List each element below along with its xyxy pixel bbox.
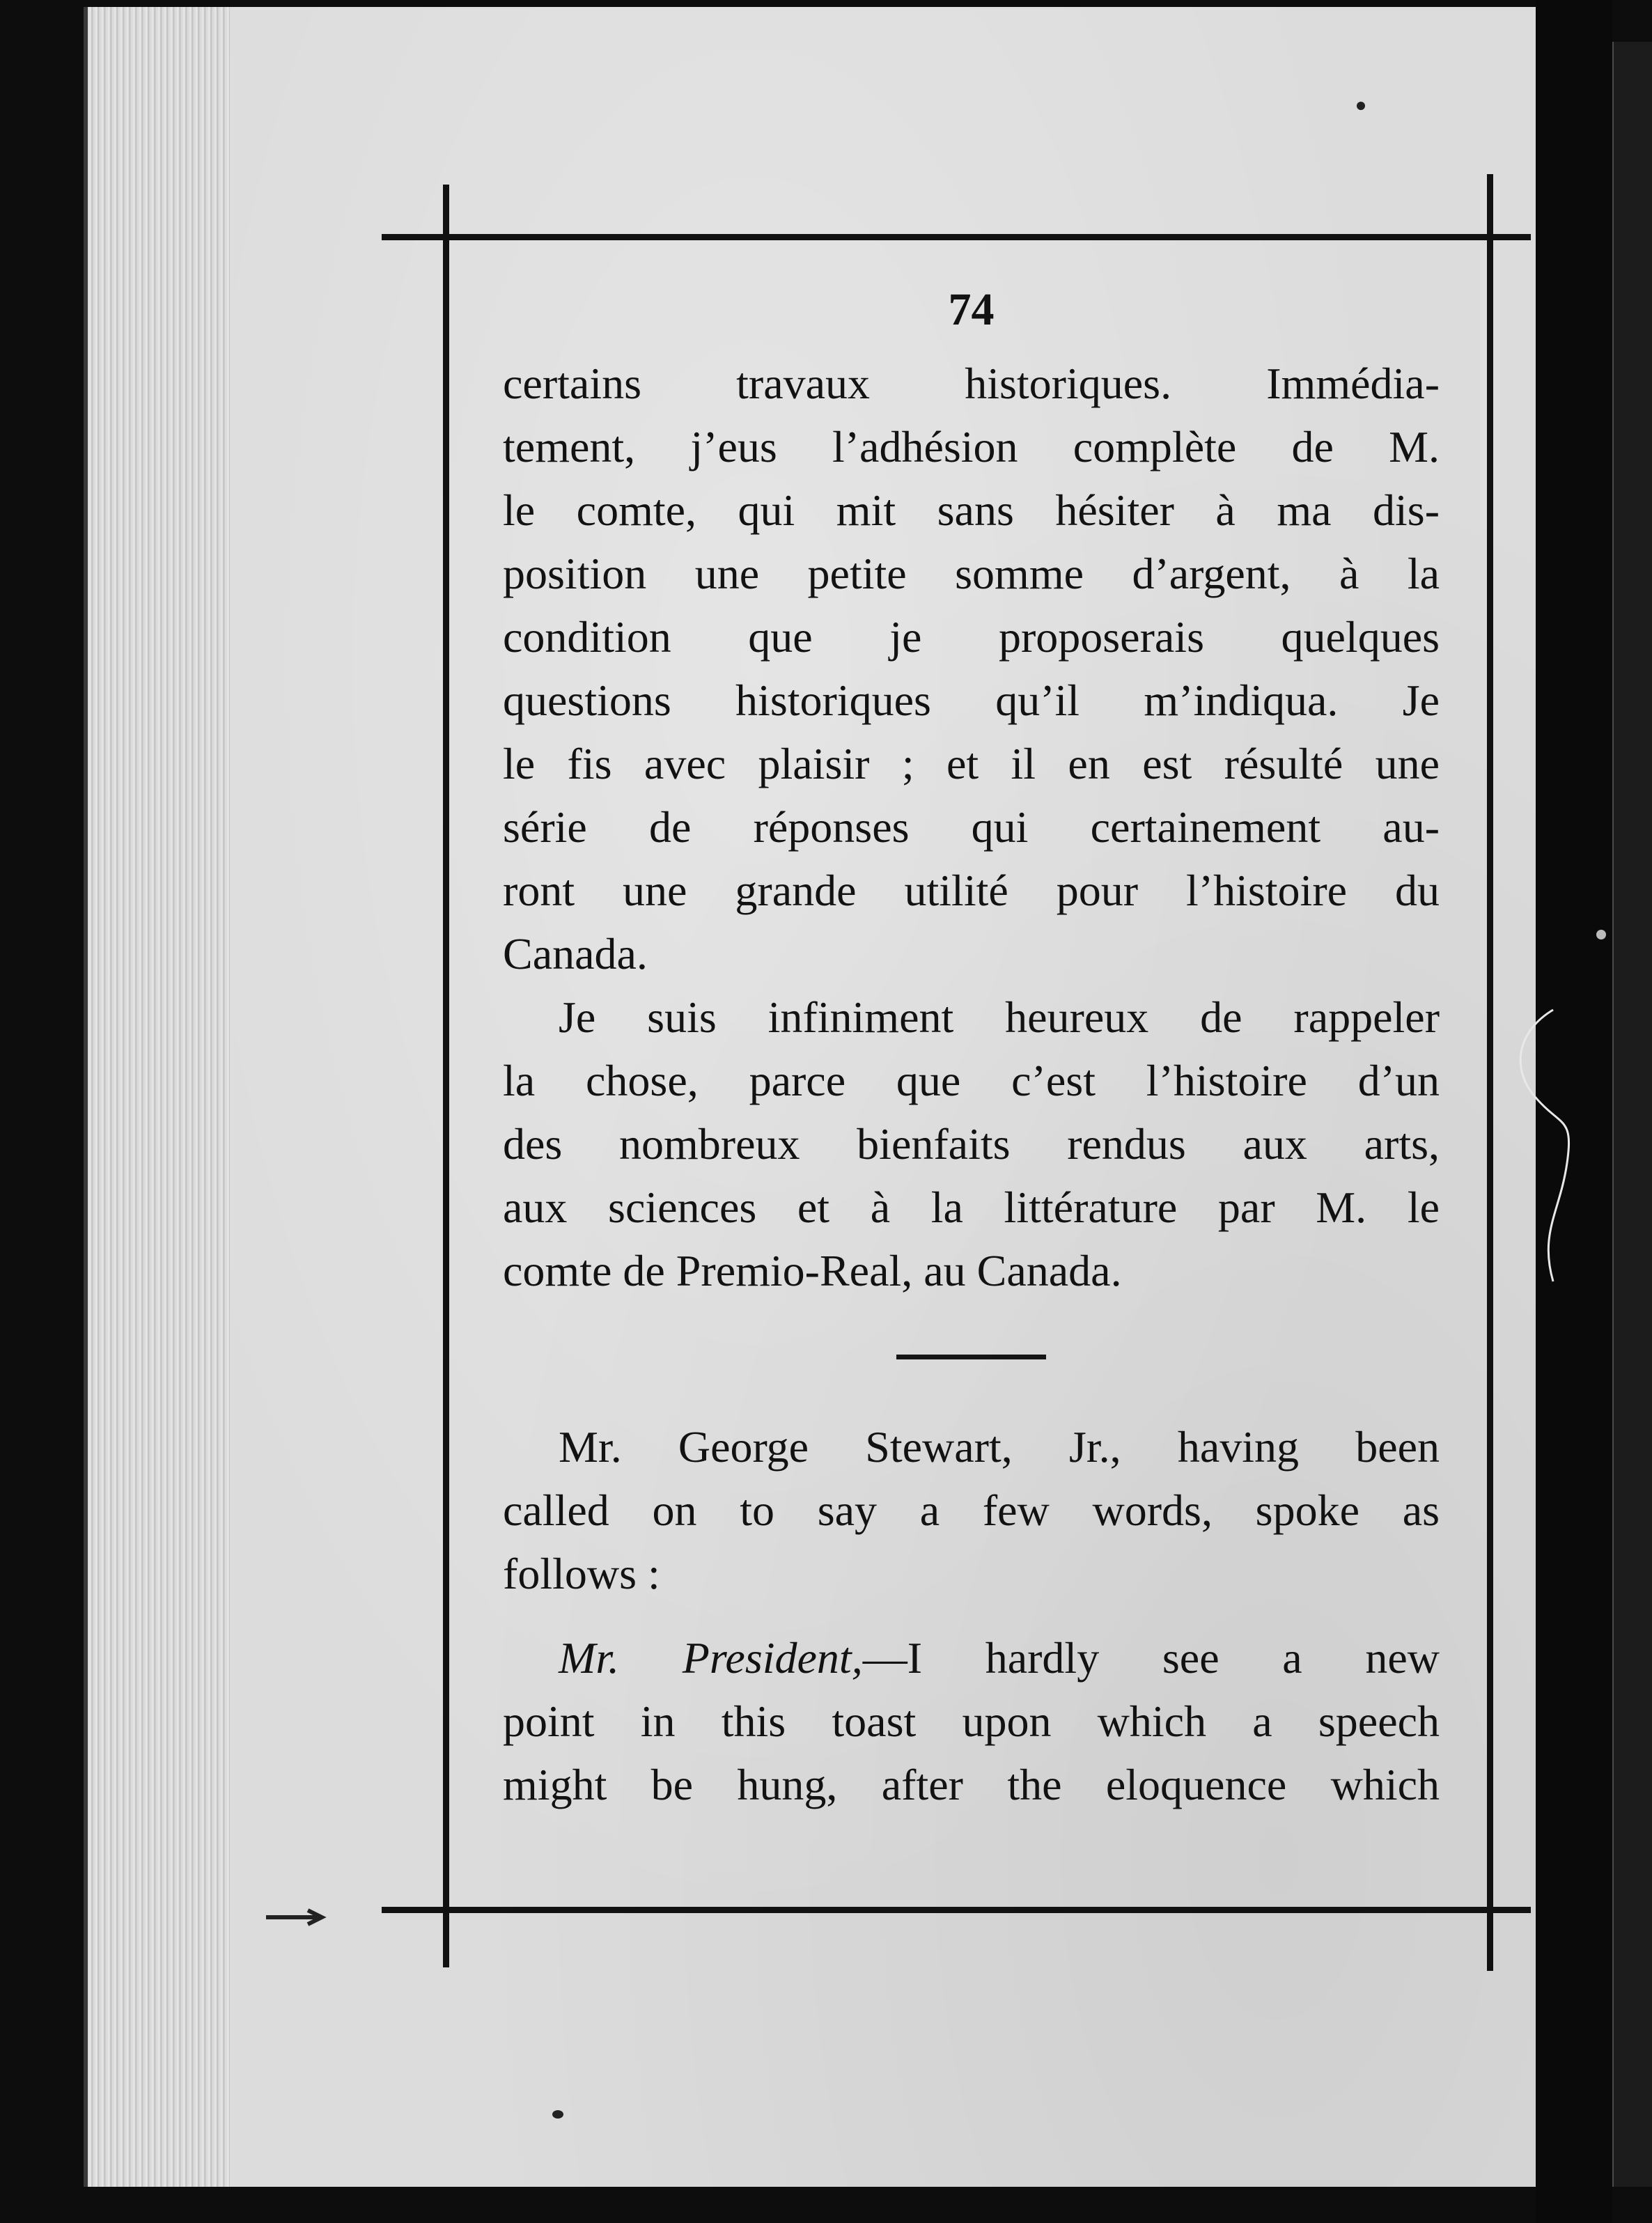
text-line: tement, j’eus l’adhésion complète de M. xyxy=(503,422,1440,471)
text-line: questions historiques qu’il m’indiqua. Je xyxy=(503,676,1440,725)
text-line: follows : xyxy=(503,1549,660,1598)
text-line: la chose, parce que c’est l’histoire d’un xyxy=(503,1056,1440,1105)
text-line: série de réponses qui certainement au- xyxy=(503,802,1440,852)
paragraph-gap xyxy=(503,1605,1440,1626)
paragraph-3 xyxy=(503,1415,1440,1605)
frame-rule-left xyxy=(443,185,449,1967)
salutation: Mr. President, xyxy=(559,1633,863,1683)
section-separator xyxy=(896,1355,1046,1359)
stray-thread xyxy=(1511,1003,1595,1295)
text-line: aux sciences et à la littérature par M. le xyxy=(503,1183,1440,1232)
margin-mark xyxy=(266,1907,357,1928)
text-line: called on to say a few words, spoke as xyxy=(503,1485,1440,1535)
text-line: des nombreux bienfaits rendus aux arts, xyxy=(503,1119,1440,1169)
text-line: ront une grande utilité pour l’histoire du xyxy=(503,866,1440,915)
book-page-edges xyxy=(84,7,241,2187)
text-line: position une petite somme d’argent, à la xyxy=(503,549,1440,598)
text-line: Mr. George Stewart, Jr., having been xyxy=(559,1422,1440,1472)
text-line: Canada. xyxy=(503,929,648,978)
ink-speck xyxy=(552,2110,563,2119)
text-run: —I hardly see a new xyxy=(862,1633,1440,1683)
frame-rule-top xyxy=(382,234,1531,240)
text-line: point in this toast upon which a speech xyxy=(503,1696,1440,1746)
ink-speck xyxy=(1596,930,1606,939)
adjacent-page-strip xyxy=(1612,42,1652,2187)
text-line: le comte, qui mit sans hésiter à ma dis- xyxy=(503,485,1440,535)
paragraph-2 xyxy=(503,985,1440,1302)
text-line xyxy=(503,1626,1440,1690)
text-line: might be hung, after the eloquence which xyxy=(503,1760,1440,1809)
text-line: le fis avec plaisir ; et il en est résulté une xyxy=(503,739,1440,788)
paragraph-1 xyxy=(503,352,1440,985)
text-line: certains travaux historiques. Immédia- xyxy=(503,359,1440,408)
text-line: comte de Premio-Real, au Canada. xyxy=(503,1246,1122,1295)
frame-rule-right xyxy=(1487,174,1493,1971)
page-number: 74 xyxy=(948,284,995,335)
text-line: condition que je proposerais quelques xyxy=(503,612,1440,662)
frame-rule-bottom xyxy=(382,1907,1531,1913)
text-line: Je suis infiniment heureux de rappeler xyxy=(559,992,1440,1042)
page-text xyxy=(503,268,1440,1816)
ink-speck xyxy=(1357,102,1365,110)
paragraph-4 xyxy=(503,1626,1440,1816)
